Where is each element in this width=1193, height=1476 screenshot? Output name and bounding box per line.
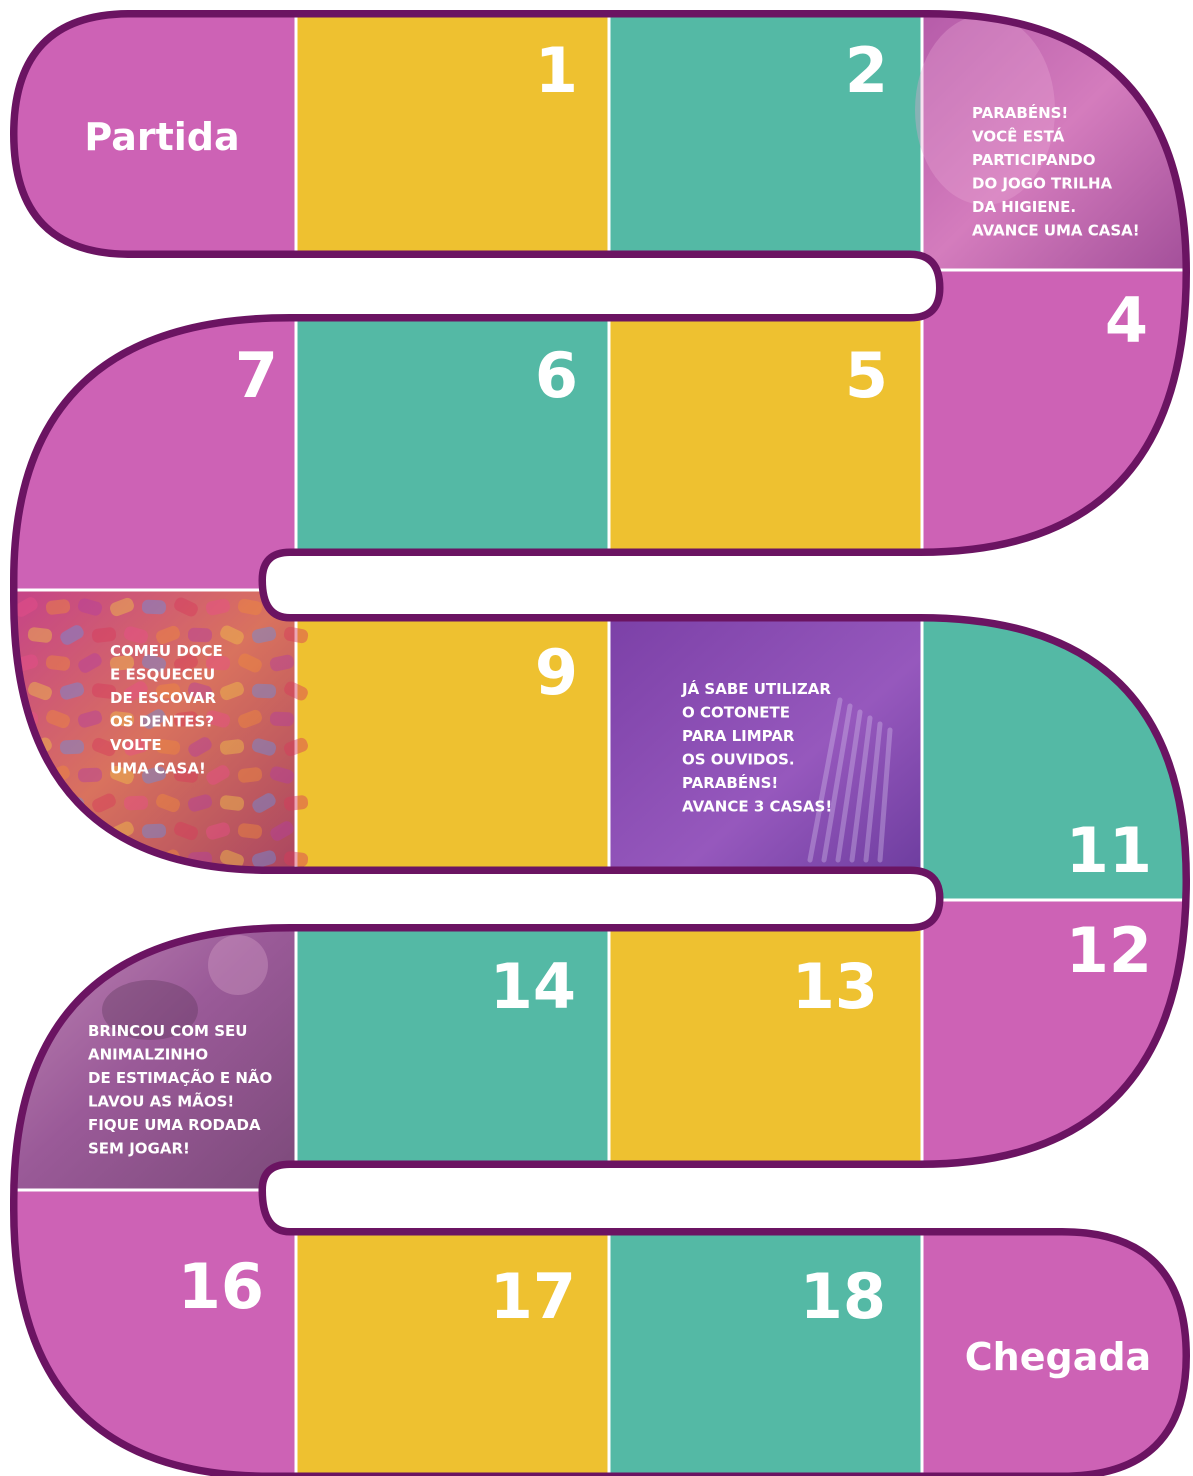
square-8-message-line: VOLTE	[110, 736, 162, 754]
candy-wrapper-decoration	[188, 628, 212, 643]
candy-wrapper-decoration	[270, 712, 294, 727]
candy-wrapper-decoration	[12, 819, 40, 842]
square-8-message-line: OS DENTES?	[110, 712, 215, 731]
square-10-message-line: O COTONETE	[682, 703, 790, 722]
square-number-12: 12	[1065, 914, 1152, 987]
square-3-message-line: VOCÊ ESTÁ	[972, 127, 1065, 146]
square-18[interactable]	[609, 1220, 922, 1476]
square-8-message-line: UMA CASA!	[110, 759, 206, 778]
square-16[interactable]	[0, 1190, 296, 1476]
square-15-message-line: FIQUE UMA RODADA	[88, 1116, 261, 1134]
square-10-message-line: AVANCE 3 CASAS!	[682, 797, 833, 816]
boy-photo-decoration	[208, 935, 268, 995]
square-15-message-line: ANIMALZINHO	[88, 1045, 209, 1064]
square-number-7: 7	[234, 339, 278, 412]
square-number-4: 4	[1104, 284, 1148, 357]
square-8-message-line: E ESQUECEU	[110, 665, 216, 684]
square-number-13: 13	[791, 950, 878, 1023]
square-10-message-line: JÁ SABE UTILIZAR	[682, 680, 831, 698]
candy-wrapper-decoration	[142, 600, 166, 615]
square-17[interactable]	[296, 1220, 609, 1476]
candy-wrapper-decoration	[78, 768, 102, 783]
square-3-message-line: PARTICIPANDO	[972, 151, 1096, 169]
candy-wrapper-decoration	[124, 796, 148, 811]
candy-wrapper-decoration	[28, 851, 53, 866]
square-15-message-line: LAVOU AS MÃOS!	[88, 1092, 235, 1111]
square-10-message-line: PARA LIMPAR	[682, 727, 795, 745]
square-3-message-line: DA HIGIENE.	[972, 198, 1077, 216]
candy-wrapper-decoration	[142, 824, 166, 839]
square-number-14: 14	[489, 950, 576, 1023]
candy-wrapper-decoration	[13, 766, 39, 785]
candy-wrapper-decoration	[27, 794, 53, 812]
square-8-message-line: DE ESCOVAR	[110, 689, 217, 707]
square-10-message-line: OS OUVIDOS.	[682, 750, 795, 769]
square-3-message-line: DO JOGO TRILHA	[972, 174, 1113, 193]
candy-wrapper-decoration	[58, 847, 86, 870]
candy-wrapper-decoration	[91, 850, 117, 868]
square-3-message-line: AVANCE UMA CASA!	[972, 221, 1140, 240]
square-number-17: 17	[489, 1260, 576, 1333]
square-15-message-line: SEM JOGAR!	[88, 1139, 190, 1158]
finish-label: Chegada	[964, 1335, 1152, 1379]
square-number-5: 5	[844, 339, 888, 412]
candy-wrapper-decoration	[45, 822, 71, 840]
square-3-message-line: PARABÉNS!	[972, 104, 1069, 122]
square-number-1: 1	[534, 34, 578, 107]
candy-wrapper-decoration	[60, 740, 84, 755]
square-10-message-line: PARABÉNS!	[682, 774, 779, 792]
candy-wrapper-decoration	[252, 684, 276, 699]
start-label: Partida	[84, 115, 240, 159]
square-8-message-line: COMEU DOCE	[110, 642, 223, 660]
square-number-11: 11	[1065, 814, 1152, 887]
square-number-18: 18	[799, 1260, 886, 1333]
square-15-message-line: DE ESTIMAÇÃO E NÃO	[88, 1069, 273, 1087]
square-number-6: 6	[534, 339, 578, 412]
square-15-message-line: BRINCOU COM SEU	[88, 1022, 248, 1040]
square-number-16: 16	[177, 1250, 264, 1323]
square-number-9: 9	[534, 636, 578, 709]
square-number-2: 2	[844, 34, 888, 107]
